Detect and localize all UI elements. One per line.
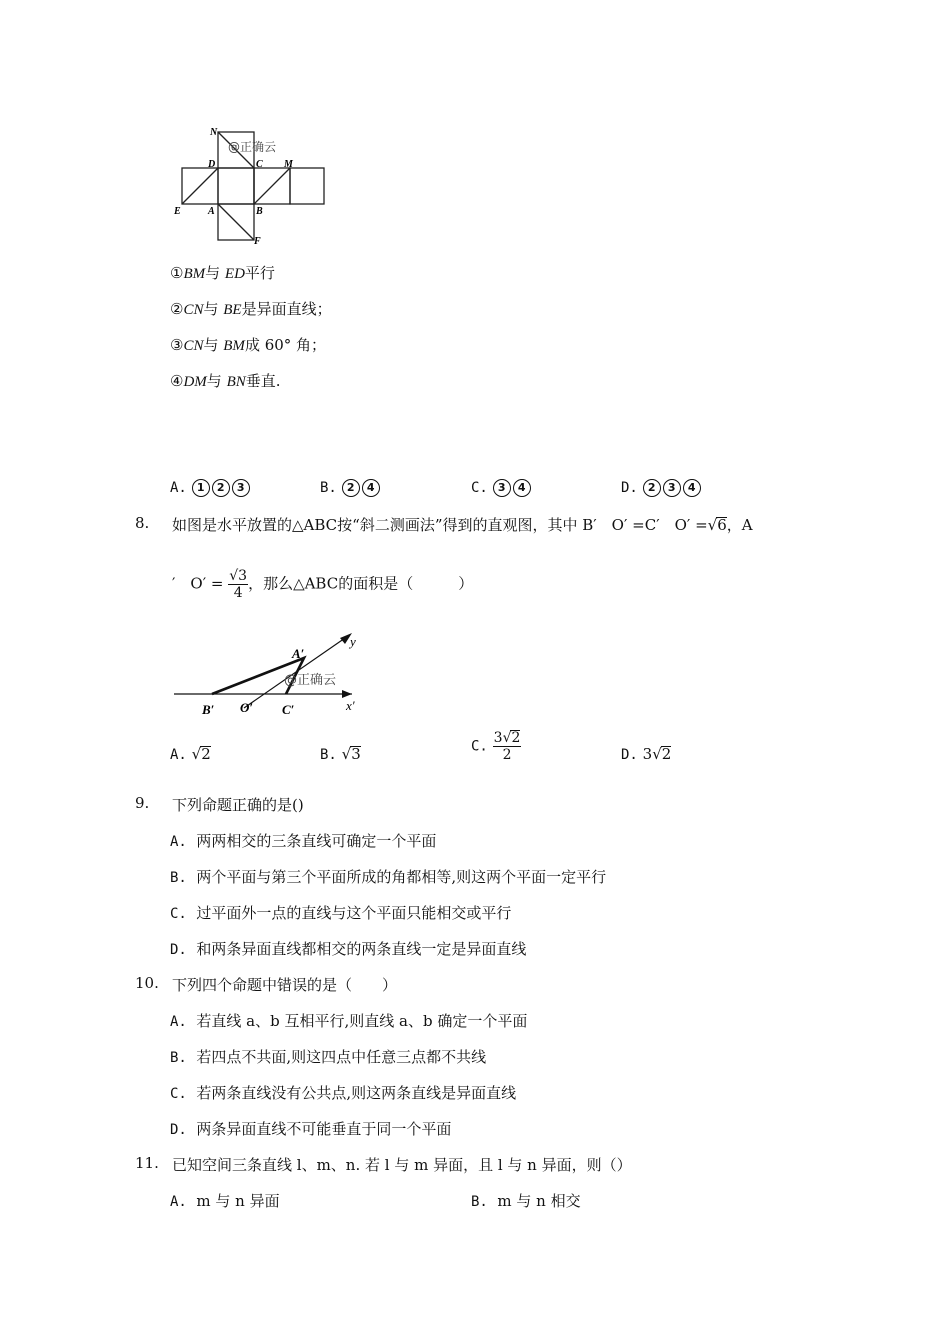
q8-stem-line1: 如图是水平放置的△ABC按“斜二测画法”得到的直观图，其中 B′ O′ =C′ O′ =√6，A — [172, 516, 753, 534]
q7-option-c[interactable]: C. 3 4 — [471, 478, 533, 497]
label-C: C — [256, 159, 263, 170]
q10-option-d[interactable]: D. 两条异面直线不可能垂直于同一个平面 — [170, 1120, 452, 1138]
q9-option-a[interactable]: A. 两两相交的三条直线可确定一个平面 — [170, 832, 437, 850]
label-N: N — [210, 127, 218, 138]
q10-stem: 下列四个命题中错误的是（ ） — [172, 976, 398, 994]
label-O-prime: O′ — [240, 700, 254, 715]
q10-option-b[interactable]: B. 若四点不共面,则这四点中任意三点都不共线 — [170, 1048, 487, 1066]
cube-net-figure — [170, 126, 330, 248]
fraction-sqrt3-over-4: $\frac{√3}{4}$ — [229, 568, 248, 601]
q7-option-a[interactable]: A. 1 2 3 — [170, 478, 252, 497]
q11-option-a[interactable]: A. m 与 n 异面 — [170, 1192, 280, 1210]
label-B: B — [256, 206, 263, 217]
q9-number: 9. — [135, 794, 150, 812]
statement-2: ②CN与 BE是异面直线； — [170, 300, 332, 318]
q8-number: 8. — [135, 514, 150, 532]
q9-option-c[interactable]: C. 过平面外一点的直线与这个平面只能相交或平行 — [170, 904, 512, 922]
q8-stem-line2: ′ O′ = $\frac{√3}{4}$ ，那么△ABC的面积是（ ） — [172, 568, 474, 601]
label-F: F — [254, 236, 261, 247]
q11-stem: 已知空间三条直线 l、m、n. 若 l 与 m 异面，且 l 与 n 异面，则（） — [172, 1156, 632, 1174]
label-x-prime: x′ — [346, 698, 355, 713]
q9-option-d[interactable]: D. 和两条异面直线都相交的两条直线一定是异面直线 — [170, 940, 527, 958]
q7-option-d[interactable]: D. 2 3 4 — [621, 478, 703, 497]
q8-option-c[interactable]: C. $\frac{3√2}{2}$ — [471, 730, 521, 763]
label-A: A — [208, 206, 215, 217]
q11-number: 11. — [135, 1154, 159, 1172]
q10-option-a[interactable]: A. 若直线 a、b 互相平行,则直线 a、b 确定一个平面 — [170, 1012, 528, 1030]
label-C-prime: C′ — [282, 702, 295, 717]
statement-1: ①BM与 ED平行 — [170, 264, 275, 282]
label-D: D — [208, 159, 216, 170]
statement-3: ③CN与 BM成 60° 角； — [170, 336, 327, 354]
q8-option-b[interactable]: B. √3 — [320, 745, 361, 763]
q11-option-b[interactable]: B. m 与 n 相交 — [471, 1192, 581, 1210]
watermark: @正确云 — [284, 673, 337, 688]
q8-option-a[interactable]: A. √2 — [170, 745, 211, 763]
q10-number: 10. — [135, 974, 159, 992]
oblique-triangle-figure — [172, 628, 372, 720]
q7-option-b[interactable]: B. 2 4 — [320, 478, 382, 497]
q9-stem: 下列命题正确的是() — [172, 796, 304, 814]
q8-option-d[interactable]: D. 3√2 — [621, 745, 672, 763]
q10-option-c[interactable]: C. 若两条直线没有公共点,则这两条直线是异面直线 — [170, 1084, 517, 1102]
watermark: @正确云 — [228, 140, 277, 154]
label-A-prime: A′ — [292, 646, 305, 661]
label-B-prime: B′ — [202, 702, 215, 717]
q9-option-b[interactable]: B. 两个平面与第三个平面所成的角都相等,则这两个平面一定平行 — [170, 868, 607, 886]
label-E: E — [174, 206, 181, 217]
label-y: y — [350, 634, 356, 649]
label-M: M — [284, 159, 293, 170]
statement-4: ④DM与 BN垂直. — [170, 372, 281, 390]
